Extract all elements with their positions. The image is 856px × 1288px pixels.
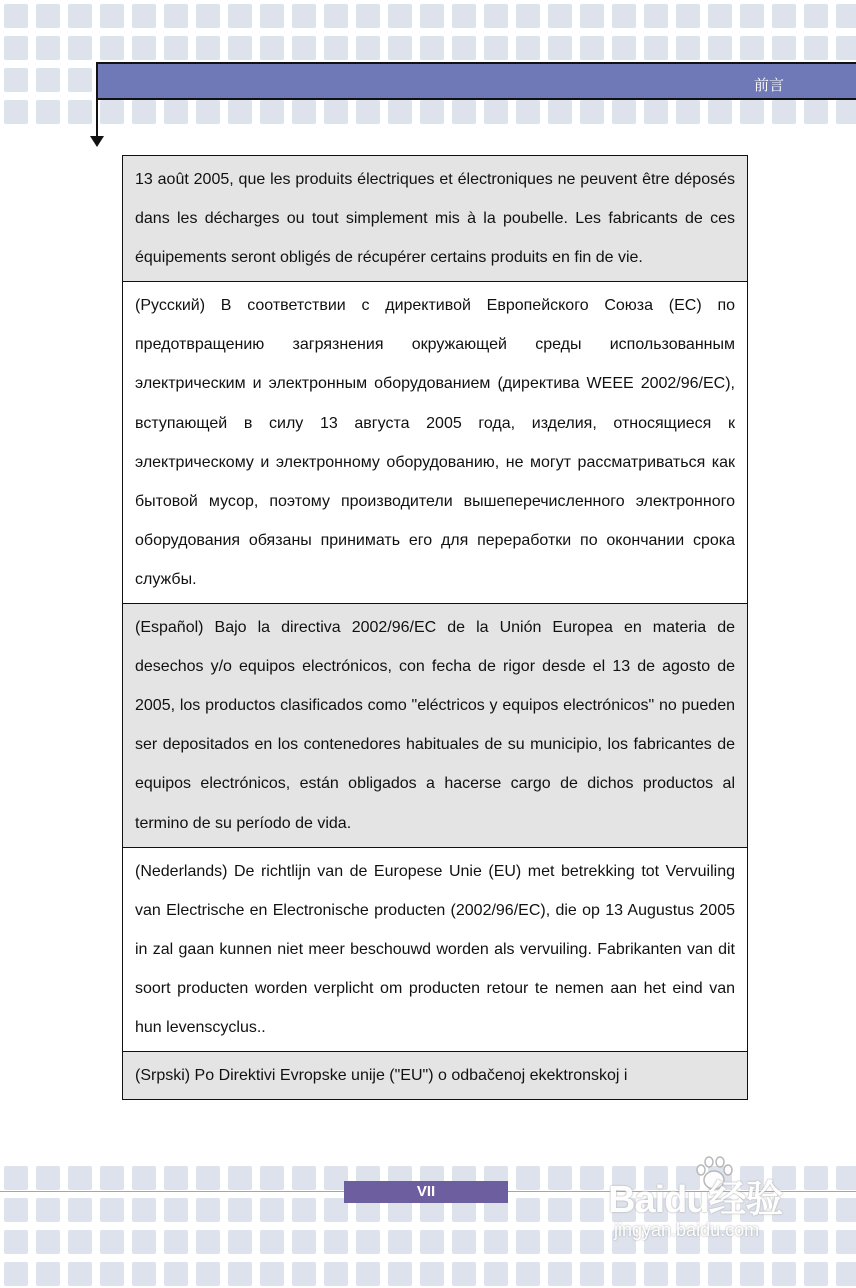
decor-tile: [228, 4, 252, 28]
decor-tile: [324, 4, 348, 28]
decor-tile: [132, 1230, 156, 1254]
decor-tile: [292, 4, 316, 28]
decor-tile: [260, 1262, 284, 1286]
decor-tile: [580, 100, 604, 124]
decor-tile: [836, 1262, 856, 1286]
decor-tile: [68, 1230, 92, 1254]
decor-tile: [452, 1262, 476, 1286]
decor-tile: [68, 68, 92, 92]
decor-tile: [260, 100, 284, 124]
decor-tile: [388, 36, 412, 60]
decor-tile: [4, 1166, 28, 1190]
watermark-url-text: jingyan.baidu.com: [614, 1220, 760, 1240]
french-paragraph: 13 août 2005, que les produits électriques et électroniques ne peuvent être déposés dans les décharges ou tout simplement mis à la poubelle. Les fabricants de ces équipements seront obligés de récupérer certains produits en fin de vie.: [123, 156, 748, 282]
decor-tile: [516, 1262, 540, 1286]
decor-tile: [132, 4, 156, 28]
watermark-main-text: Baidu经验: [608, 1179, 783, 1221]
decor-tile: [612, 36, 636, 60]
decor-tile: [452, 4, 476, 28]
decor-tile: [644, 4, 668, 28]
decor-tile: [228, 1198, 252, 1222]
decor-tile: [324, 1230, 348, 1254]
decor-tile: [612, 100, 636, 124]
decor-tile: [164, 4, 188, 28]
decor-tile: [516, 4, 540, 28]
decor-tile: [548, 1262, 572, 1286]
decor-tile: [516, 1230, 540, 1254]
decor-tile: [836, 1166, 856, 1190]
decor-tile: [452, 36, 476, 60]
decor-tile: [68, 1166, 92, 1190]
decor-tile: [356, 100, 380, 124]
decor-tile: [676, 36, 700, 60]
decor-tile: [132, 36, 156, 60]
decor-tile: [292, 1262, 316, 1286]
decor-tile: [580, 1166, 604, 1190]
table-row-spanish: [123, 604, 748, 848]
decor-tile: [580, 1198, 604, 1222]
decor-tile: [292, 1198, 316, 1222]
decor-tile: [356, 36, 380, 60]
table-row-dutch: [123, 847, 748, 1051]
decor-tile: [4, 1198, 28, 1222]
table-row-french: [123, 156, 748, 282]
decor-tile: [36, 1166, 60, 1190]
decor-tile: [740, 36, 764, 60]
decor-tile: [228, 1262, 252, 1286]
decor-tile: [260, 4, 284, 28]
decor-tile: [548, 4, 572, 28]
decor-tile: [836, 36, 856, 60]
russian-paragraph: (Русский) В соответствии с директивой Европейского Союза (ЕС) по предотвращению загрязнения окружающей среды использованным электрическим и электронным оборудованием (директива WEEE 2002/96/EC), вступающей в силу 13 августа 2005 года, изделия, относящиеся к электрическому и электронному оборудованию, не могут рассматриваться как бытовой мусор, поэтому производители вышеперечисленного электронного оборудования обязаны принимать его для переработки по окончании срока службы.: [123, 282, 748, 604]
decor-tile: [580, 1262, 604, 1286]
decor-tile: [196, 1166, 220, 1190]
decor-tile: [484, 1262, 508, 1286]
decor-tile: [100, 36, 124, 60]
decor-tile: [580, 1230, 604, 1254]
decor-tile: [676, 1262, 700, 1286]
header-vertical-line: [96, 62, 98, 138]
decor-tile: [68, 1262, 92, 1286]
decor-tile: [260, 1198, 284, 1222]
decor-tile: [548, 36, 572, 60]
decor-tile: [4, 36, 28, 60]
decor-tile: [100, 4, 124, 28]
decor-tile: [36, 4, 60, 28]
decor-tile: [548, 1230, 572, 1254]
decor-tile: [644, 1262, 668, 1286]
decor-tile: [36, 100, 60, 124]
decor-tile: [548, 1198, 572, 1222]
decor-tile: [4, 100, 28, 124]
decor-tile: [516, 1166, 540, 1190]
decor-tile: [4, 4, 28, 28]
decor-tile: [228, 36, 252, 60]
decor-tile: [132, 1198, 156, 1222]
decor-tile: [228, 100, 252, 124]
spanish-paragraph: (Español) Bajo la directiva 2002/96/EC de la Unión Europea en materia de desechos y/o equipos electrónicos, con fecha de rigor desde el 13 de agosto de 2005, los productos clasificados como "eléctricos y equipos electrónicos" no pueden ser depositados en los contenedores habituales de su municipio, los fabricantes de equipos electrónicos, están obligados a hacerse cargo de dichos productos al termino de su período de vida.: [123, 604, 748, 848]
table-row-serbian: [123, 1052, 748, 1100]
decor-tile: [804, 1262, 828, 1286]
decor-tile: [740, 100, 764, 124]
decor-tile: [772, 100, 796, 124]
table-row-russian: [123, 282, 748, 604]
down-arrow-icon: [90, 136, 104, 147]
decor-tile: [324, 1262, 348, 1286]
decor-tile: [132, 1262, 156, 1286]
decor-tile: [740, 4, 764, 28]
decor-tile: [548, 100, 572, 124]
decor-tile: [36, 1230, 60, 1254]
decor-tile: [196, 1198, 220, 1222]
decor-tile: [100, 1198, 124, 1222]
decor-tile: [68, 36, 92, 60]
decor-tile: [804, 36, 828, 60]
decor-tile: [228, 1166, 252, 1190]
decor-tile: [388, 1230, 412, 1254]
decor-tile: [612, 1262, 636, 1286]
decor-tile: [388, 1262, 412, 1286]
decor-tile: [484, 100, 508, 124]
decor-tile: [420, 4, 444, 28]
decor-tile: [196, 1262, 220, 1286]
decor-tile: [164, 1262, 188, 1286]
decor-tile: [260, 36, 284, 60]
decor-tile: [804, 4, 828, 28]
decor-tile: [516, 1198, 540, 1222]
decor-tile: [484, 36, 508, 60]
decor-tile: [260, 1230, 284, 1254]
decor-tile: [36, 36, 60, 60]
decor-tile: [388, 4, 412, 28]
decor-tile: [644, 100, 668, 124]
decor-tile: [228, 1230, 252, 1254]
decor-tile: [324, 100, 348, 124]
decor-tile: [164, 36, 188, 60]
decor-tile: [164, 100, 188, 124]
dutch-paragraph: (Nederlands) De richtlijn van de Europese Unie (EU) met betrekking tot Vervuiling van Electrische en Electronische producten (2002/96/EC), die op 13 Augustus 2005 in zal gaan kunnen niet meer beschouwd worden als vervuiling. Fabrikanten van dit soort producten worden verplicht om producten retour te nemen aan het eind van hun levenscyclus..: [123, 847, 748, 1051]
decor-tile: [68, 1198, 92, 1222]
decor-tile: [452, 100, 476, 124]
decor-tile: [516, 36, 540, 60]
decor-tile: [196, 1230, 220, 1254]
page-number: VII: [344, 1181, 508, 1203]
header-title: 前言: [753, 76, 784, 94]
decor-tile: [420, 100, 444, 124]
decor-tile: [676, 100, 700, 124]
decor-tile: [68, 100, 92, 124]
decor-tile: [356, 1262, 380, 1286]
decor-tile: [292, 100, 316, 124]
decor-tile: [740, 1262, 764, 1286]
decor-tile: [100, 1230, 124, 1254]
decor-tile: [836, 100, 856, 124]
decor-tile: [260, 1166, 284, 1190]
decor-tile: [164, 1166, 188, 1190]
decor-tile: [772, 1262, 796, 1286]
decor-tile: [4, 68, 28, 92]
decor-tile: [484, 4, 508, 28]
decor-tile: [196, 36, 220, 60]
serbian-paragraph: (Srpski) Po Direktivi Evropske unije ("EU") o odbačenoj ekektronskoj i: [123, 1052, 748, 1100]
decor-tile: [132, 100, 156, 124]
decor-tile: [164, 1198, 188, 1222]
decor-tile: [420, 1230, 444, 1254]
decor-tile: [708, 100, 732, 124]
decor-tile: [4, 1230, 28, 1254]
decor-tile: [196, 100, 220, 124]
weee-notice-table: [122, 155, 748, 1100]
decor-tile: [36, 1262, 60, 1286]
decor-tile: [516, 100, 540, 124]
decor-tile: [420, 36, 444, 60]
header-bar: [96, 62, 856, 100]
decor-tile: [708, 36, 732, 60]
decor-tile: [772, 36, 796, 60]
decor-tile: [644, 36, 668, 60]
decor-tile: [292, 1230, 316, 1254]
decor-tile: [36, 68, 60, 92]
decor-tile: [708, 1262, 732, 1286]
decor-tile: [196, 4, 220, 28]
decor-tile: [324, 36, 348, 60]
decor-tile: [164, 1230, 188, 1254]
decor-tile: [356, 4, 380, 28]
decor-tile: [484, 1230, 508, 1254]
decor-tile: [292, 1166, 316, 1190]
decor-tile: [676, 4, 700, 28]
decor-tile: [68, 4, 92, 28]
decor-tile: [420, 1262, 444, 1286]
decor-tile: [132, 1166, 156, 1190]
decor-tile: [804, 100, 828, 124]
decor-tile: [100, 1262, 124, 1286]
decor-tile: [356, 1230, 380, 1254]
decor-tile: [836, 1230, 856, 1254]
decor-tile: [388, 100, 412, 124]
decor-tile: [612, 4, 636, 28]
decor-tile: [100, 1166, 124, 1190]
baidu-watermark: [608, 1160, 828, 1250]
decor-tile: [100, 100, 124, 124]
decor-tile: [580, 36, 604, 60]
decor-tile: [836, 4, 856, 28]
decor-tile: [580, 4, 604, 28]
decor-tile: [292, 36, 316, 60]
decor-tile: [36, 1198, 60, 1222]
decor-tile: [772, 4, 796, 28]
decor-tile: [836, 1198, 856, 1222]
decor-tile: [4, 1262, 28, 1286]
decor-tile: [708, 4, 732, 28]
decor-tile: [452, 1230, 476, 1254]
decor-tile: [548, 1166, 572, 1190]
